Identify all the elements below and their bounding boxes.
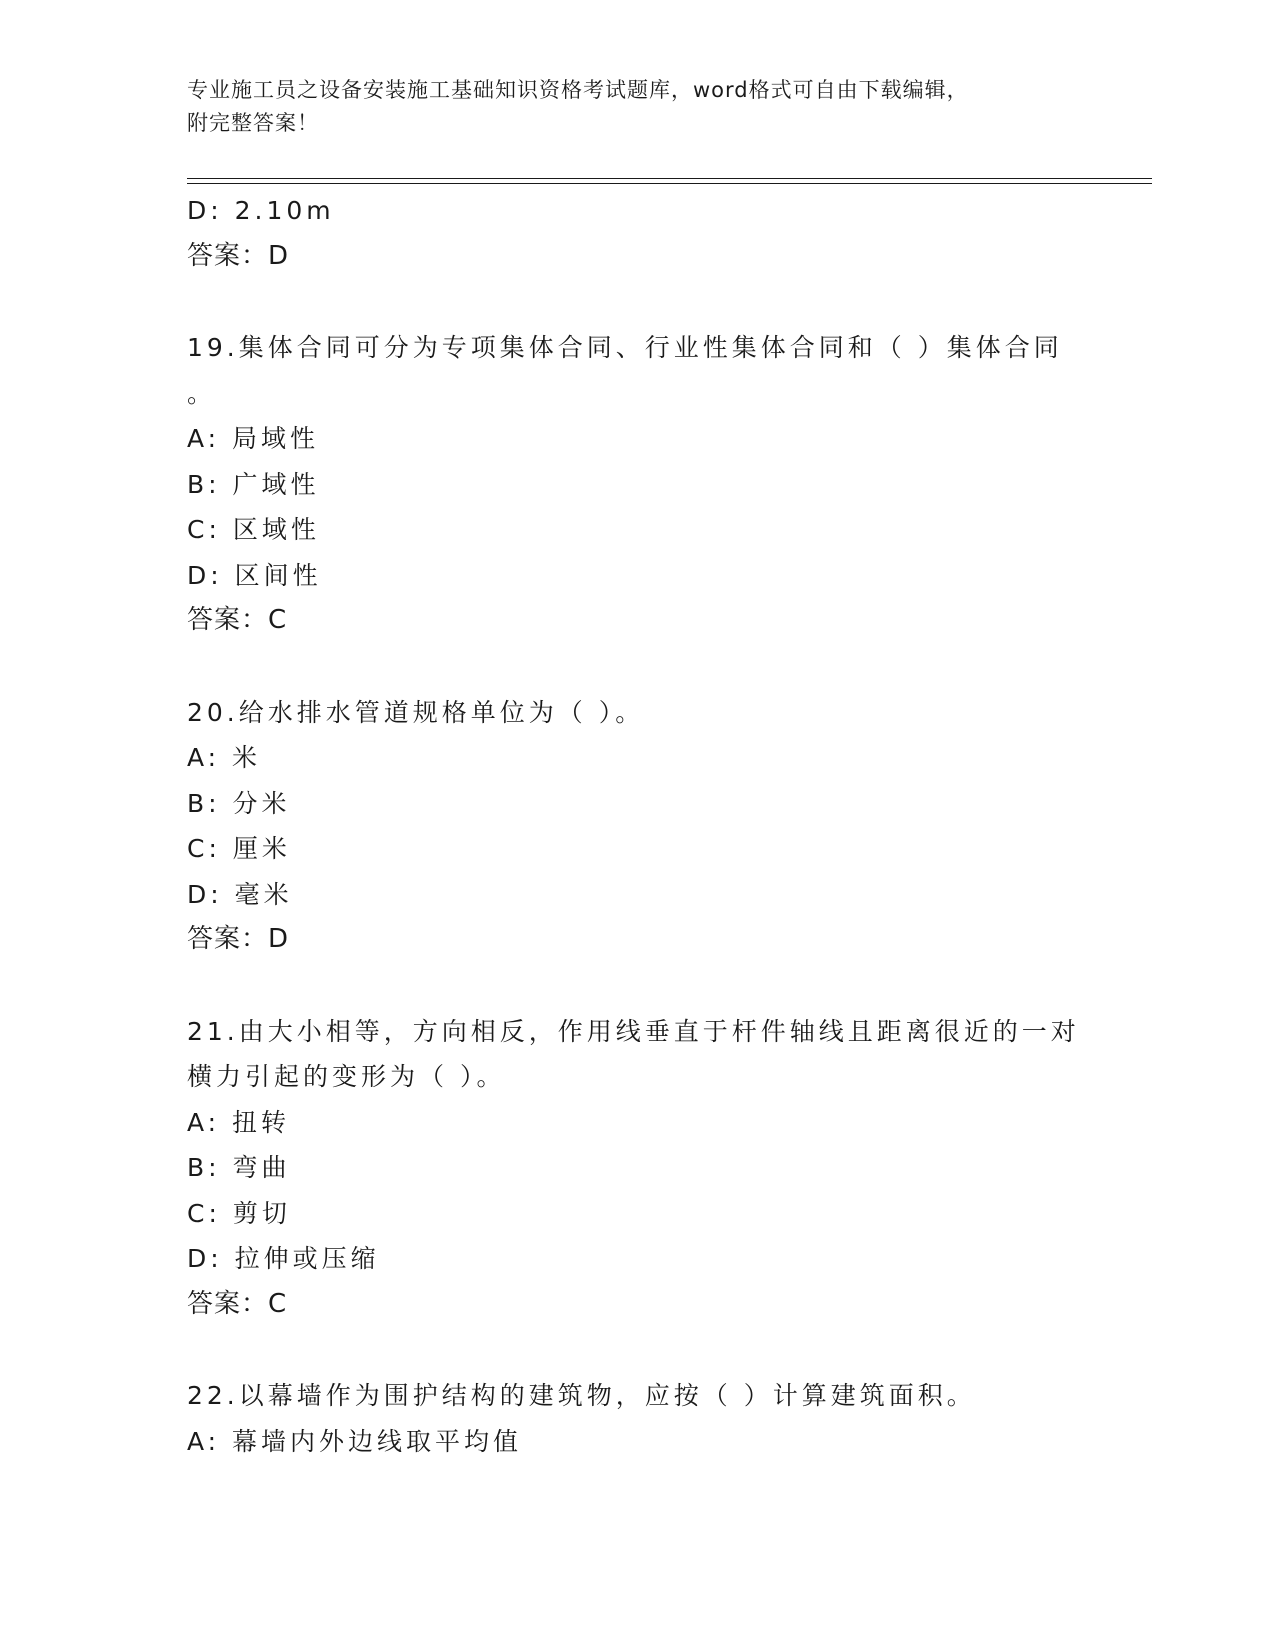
option-c: C: 区域性 [187, 515, 320, 544]
option-a: A: 米 [187, 743, 262, 772]
question-list [187, 188, 1087, 1464]
question-18-tail [187, 188, 1087, 279]
option-b: B: 分米 [187, 788, 291, 818]
spacer [187, 963, 1087, 1009]
option-a: A: 局域性 [187, 424, 320, 453]
question-text: 21.由大小相等，方向相反，作用线垂直于杆件轴线且距离很近的一对 [187, 1016, 1080, 1046]
header-title-line-1: 专业施工员之设备安装施工基础知识资格考试题库，word格式可自由下载编辑， [187, 78, 969, 102]
question-21 [187, 1009, 1087, 1328]
spacer [187, 279, 1087, 325]
option-d: D: 区间性 [187, 560, 322, 590]
option-b: B: 广域性 [187, 469, 320, 499]
question-text: 22.以幕墙作为围护结构的建筑物，应按（ ）计算建筑面积。 [187, 1381, 976, 1410]
answer-label: 答案：C [187, 605, 288, 635]
option-c: C: 剪切 [187, 1198, 291, 1228]
answer-label: 答案：D [187, 240, 290, 271]
spacer [187, 644, 1087, 690]
option-d: D: 毫米 [187, 879, 293, 909]
option-a: A: 扭转 [187, 1107, 291, 1137]
question-19 [187, 325, 1087, 644]
header-divider [187, 178, 1152, 184]
answer-label: 答案：D [187, 924, 290, 954]
question-20 [187, 690, 1087, 963]
question-text: 20.给水排水管道规格单位为（ ）。 [187, 697, 645, 727]
header-title-line-2: 附完整答案！ [187, 111, 319, 135]
option-a: A: 幕墙内外边线取平均值 [187, 1426, 523, 1456]
option-b: B: 弯曲 [187, 1153, 291, 1182]
question-22 [187, 1373, 1087, 1464]
question-text: 19.集体合同可分为专项集体合同、行业性集体合同和（ ）集体合同 [187, 333, 1063, 362]
option-d: D: 2.10m [187, 196, 335, 225]
option-c: C: 厘米 [187, 834, 291, 863]
question-text-continued: 。 [187, 378, 217, 408]
document-header [187, 74, 1067, 140]
spacer [187, 1327, 1087, 1373]
option-d: D: 拉伸或压缩 [187, 1244, 380, 1273]
question-text-continued: 横力引起的变形为（ ）。 [187, 1062, 506, 1091]
answer-label: 答案：C [187, 1288, 288, 1319]
